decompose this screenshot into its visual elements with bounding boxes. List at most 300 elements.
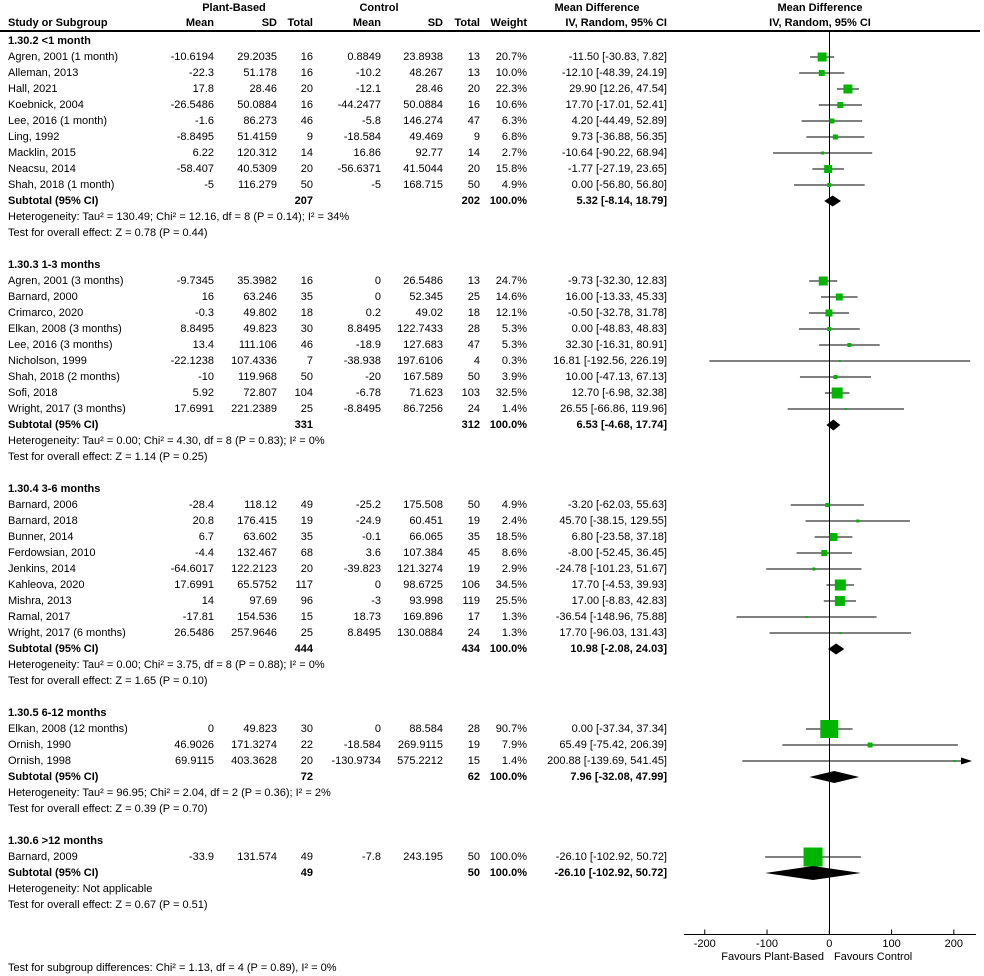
md-ci-text: -3.20 [-62.03, 55.63] [567,499,667,511]
control-total: 14 [467,147,480,159]
pb-total: 14 [300,147,313,159]
control-total: 19 [467,739,480,751]
section-header-row [0,481,984,497]
subtotal-row [0,769,984,785]
study-row [0,577,984,593]
study-weight: 10.0% [495,67,527,79]
study-weight: 4.9% [501,179,527,191]
md-ci-text: -10.64 [-90.22, 68.94] [561,147,667,159]
pb-total: 20 [300,83,313,95]
pb-total: 16 [300,99,313,111]
control-sd: 23.8938 [403,51,443,63]
control-mean: -18.584 [343,739,381,751]
study-row [0,113,984,129]
pb-total: 35 [300,531,313,543]
heterogeneity-text: Heterogeneity: Tau² = 130.49; Chi² = 12.16, df = 8 (P = 0.14); I² = 34% [8,211,350,223]
study-row [0,385,984,401]
study-label: Barnard, 2018 [8,515,78,527]
control-sd: 243.195 [403,851,443,863]
pb-sd: 63.602 [243,531,277,543]
md-ci-text: -24.78 [-101.23, 51.67] [555,563,667,575]
control-total: 13 [467,67,480,79]
control-total: 19 [467,515,480,527]
subtotal-weight: 100.0% [489,771,527,783]
heterogeneity-row [0,657,984,673]
subtotal-pb-total: 72 [300,771,313,783]
study-row [0,129,984,145]
pb-sd: 119.968 [238,371,277,383]
pb-mean: 8.8495 [180,323,214,335]
study-row [0,545,984,561]
study-label: Agren, 2001 (1 month) [8,51,119,63]
study-label: Neacsu, 2014 [8,163,76,175]
md-ci-text: -0.50 [-32.78, 31.78] [567,307,667,319]
md-plot-column-title: Mean Difference [777,2,863,14]
subtotal-control-total: 202 [461,195,480,207]
control-total: 4 [473,355,480,367]
pb-mean: -22.1238 [170,355,214,367]
study-weight: 5.3% [501,339,527,351]
control-total: 47 [467,339,480,351]
control-mean: 0 [374,291,381,303]
md-ci-text: 9.73 [-36.88, 56.35] [571,131,667,143]
study-weight: 10.6% [495,99,527,111]
md-ci-text: -36.54 [-148.96, 75.88] [555,611,667,623]
subtotal-row [0,417,984,433]
pb-mean: 17.6991 [174,579,214,591]
study-weight: 1.4% [501,403,527,415]
section-title: 1.30.2 <1 month [8,35,91,47]
pb-mean: -8.8495 [176,131,214,143]
study-weight: 6.3% [501,115,527,127]
study-weight: 90.7% [495,723,527,735]
pb-total: 117 [295,579,313,591]
control-mean: -10.2 [355,67,381,79]
study-row [0,353,984,369]
control-total: 50 [467,499,480,511]
pb-sd: 111.106 [238,339,277,351]
study-label: Nicholson, 1999 [8,355,87,367]
subtotal-pb-total: 49 [300,867,313,879]
control-sd: 50.0884 [403,99,443,111]
study-label: Wright, 2017 (3 months) [8,403,126,415]
pb-total: 30 [300,723,313,735]
md-ci-text: 17.70 [-96.03, 131.43] [559,627,667,639]
md-plot-column-subheader: IV, Random, 95% CI [769,17,871,29]
overall-effect-row [0,801,984,817]
study-label: Kahleova, 2020 [8,579,85,591]
study-label: Mishra, 2013 [8,595,72,607]
control-mean: -7.8 [362,851,381,863]
control-sd: 26.5486 [403,275,443,287]
pb-sd: 131.574 [237,851,277,863]
control-mean: -20 [365,371,381,383]
control-mean: -25.2 [355,499,381,511]
control-total: 20 [467,163,480,175]
study-weight: 3.9% [501,371,527,383]
control-mean: -39.823 [343,563,381,575]
subtotal-ci-text: -26.10 [-102.92, 50.72] [554,867,667,879]
study-weight: 5.3% [501,323,527,335]
pb-mean: 16 [201,291,214,303]
control-mean: -3 [371,595,381,607]
subtotal-pb-total: 331 [294,419,313,431]
pb-mean: 6.7 [198,531,214,543]
pb-mean: 17.6991 [174,403,214,415]
heterogeneity-row [0,881,984,897]
pb-sd: 51.178 [243,67,277,79]
study-label: Lee, 2016 (1 month) [8,115,108,127]
overall-effect-text: Test for overall effect: Z = 0.78 (P = 0.44) [8,227,208,239]
control-mean: 3.6 [365,547,381,559]
pb-total: 46 [300,115,313,127]
subtotal-ci-text: 6.53 [-4.68, 17.74] [576,419,667,431]
overall-effect-text: Test for overall effect: Z = 0.67 (P = 0.51) [8,899,208,911]
control-total: 106 [461,579,480,591]
control-mean-column-header: Mean [352,17,381,29]
pb-mean: -10.6194 [170,51,214,63]
md-ci-text: 0.00 [-48.83, 48.83] [571,323,667,335]
pb-total: 25 [300,403,313,415]
subtotal-weight: 100.0% [489,867,527,879]
control-total: 25 [467,291,480,303]
pb-sd: 49.823 [243,323,277,335]
control-total: 103 [461,387,480,399]
axis-tick-label: -200 [693,938,716,950]
overall-effect-row [0,225,984,241]
control-total: 19 [467,563,480,575]
pb-sd: 118.12 [244,499,277,511]
control-total: 24 [467,627,480,639]
heterogeneity-row [0,433,984,449]
control-mean: -0.1 [362,531,381,543]
study-label: Sofi, 2018 [8,387,58,399]
pb-sd: 122.2123 [231,563,277,575]
study-weight: 18.5% [495,531,527,543]
control-total: 24 [467,403,480,415]
study-weight: 1.4% [501,755,527,767]
md-ci-text: 32.30 [-16.31, 80.91] [565,339,667,351]
pb-total: 49 [300,499,313,511]
md-ci-text: 29.90 [12.26, 47.54] [569,83,667,95]
section-header-row [0,257,984,273]
md-ci-text: 4.20 [-44.49, 52.89] [571,115,667,127]
control-mean: 0.2 [365,307,381,319]
control-sd: 71.623 [409,387,443,399]
md-ci-text: -26.10 [-102.92, 50.72] [555,851,667,863]
pb-total: 25 [300,627,313,639]
control-mean: -12.1 [355,83,381,95]
section-title: 1.30.6 >12 months [8,835,104,847]
pb-mean: -0.3 [195,307,214,319]
study-weight: 2.7% [501,147,527,159]
section-header-row [0,33,984,49]
control-mean: 8.8495 [347,323,381,335]
pb-sd-column-header: SD [261,17,277,29]
control-sd: 167.589 [403,371,443,383]
pb-mean: -10 [198,371,214,383]
md-ci-text: 6.80 [-23.58, 37.18] [571,531,667,543]
pb-total: 7 [306,355,313,367]
study-label: Ferdowsian, 2010 [8,547,96,559]
pb-total: 50 [300,179,313,191]
subtotal-label: Subtotal (95% CI) [8,643,99,655]
study-weight: 1.3% [501,627,527,639]
pb-mean: -58.407 [176,163,214,175]
study-weight: 8.6% [501,547,527,559]
md-ci-text: 16.81 [-192.56, 226.19] [553,355,667,367]
control-mean: -130.9734 [331,755,381,767]
control-sd: 169.896 [403,611,443,623]
favours-left-label: Favours Plant-Based [721,951,824,963]
study-row [0,337,984,353]
control-mean: -8.8495 [343,403,381,415]
plant-based-group-header: Plant-Based [202,2,266,14]
md-ci-text: -1.77 [-27.19, 23.65] [567,163,667,175]
pb-mean: -4.4 [195,547,214,559]
subtotal-row [0,641,984,657]
control-sd: 28.46 [415,83,443,95]
pb-mean: 13.4 [192,339,214,351]
study-row [0,65,984,81]
study-row [0,369,984,385]
heterogeneity-row [0,209,984,225]
control-sd: 107.384 [403,547,443,559]
study-row [0,625,984,641]
pb-total: 35 [300,291,313,303]
control-mean: -6.78 [355,387,381,399]
study-label: Elkan, 2008 (12 months) [8,723,128,735]
md-ci-text: 12.70 [-6.98, 32.38] [571,387,667,399]
study-label: Bunner, 2014 [8,531,74,543]
study-weight: 15.8% [495,163,527,175]
pb-mean: -22.3 [188,67,214,79]
control-total: 9 [473,131,480,143]
control-sd: 48.267 [409,67,443,79]
study-label: Hall, 2021 [8,83,58,95]
control-total: 50 [467,179,480,191]
study-label: Shah, 2018 (1 month) [8,179,115,191]
md-ci-text: 0.00 [-37.34, 37.34] [571,723,667,735]
section-title: 1.30.3 1-3 months [8,259,101,271]
study-weight: 1.3% [501,611,527,623]
study-row [0,721,984,737]
subtotal-label: Subtotal (95% CI) [8,771,99,783]
pb-sd: 257.9646 [231,627,277,639]
control-sd: 66.065 [409,531,443,543]
md-ci-text: 26.55 [-66.86, 119.96] [560,403,667,415]
control-sd: 121.3274 [397,563,443,575]
overall-effect-text: Test for overall effect: Z = 0.39 (P = 0.70) [8,803,208,815]
heterogeneity-row [0,785,984,801]
control-mean: 0 [374,723,381,735]
subgroup-test-note: Test for subgroup differences: Chi² = 1.13, df = 4 (P = 0.89), I² = 0% [8,962,337,974]
study-weight: 7.9% [501,739,527,751]
md-ci-text: 200.88 [-139.69, 541.45] [547,755,667,767]
md-ci-text: -12.10 [-48.39, 24.19] [561,67,667,79]
study-row [0,49,984,65]
header-divider [0,30,980,32]
control-sd: 98.6725 [403,579,443,591]
control-sd: 60.451 [409,515,443,527]
study-row [0,321,984,337]
pb-mean: 20.8 [192,515,214,527]
pb-mean: -26.5486 [170,99,214,111]
heterogeneity-text: Heterogeneity: Not applicable [8,883,153,895]
axis-tick-label: 200 [944,938,964,950]
study-row [0,161,984,177]
pb-total: 19 [300,515,313,527]
section-header-row [0,705,984,721]
pb-sd: 86.273 [243,115,277,127]
pb-sd: 116.279 [238,179,277,191]
pb-sd: 120.312 [237,147,277,159]
md-ci-text: -8.00 [-52.45, 36.45] [567,547,667,559]
overall-effect-row [0,897,984,913]
pb-total: 96 [300,595,313,607]
md-ci-text: 17.70 [-17.01, 52.41] [565,99,667,111]
control-sd: 127.683 [403,339,443,351]
pb-total: 18 [300,307,313,319]
header-row-columns [0,16,984,31]
subtotal-label: Subtotal (95% CI) [8,195,99,207]
pb-mean-column-header: Mean [185,17,214,29]
control-sd: 93.998 [409,595,443,607]
pb-total: 46 [300,339,313,351]
control-total: 45 [467,547,480,559]
axis-tick-label: 100 [882,938,901,950]
pb-sd: 29.2035 [237,51,277,63]
subtotal-control-total: 50 [467,867,480,879]
study-column-header: Study or Subgroup [8,17,108,29]
control-total: 17 [467,611,480,623]
study-label: Jenkins, 2014 [8,563,76,575]
subtotal-label: Subtotal (95% CI) [8,867,99,879]
study-weight: 2.4% [501,515,527,527]
pb-sd: 49.823 [243,723,277,735]
study-label: Ramal, 2017 [8,611,71,623]
pb-mean: 0 [207,723,214,735]
pb-mean: -17.81 [182,611,214,623]
control-sd: 49.02 [415,307,443,319]
study-weight: 100.0% [489,851,527,863]
subtotal-weight: 100.0% [489,643,527,655]
control-total: 28 [467,723,480,735]
study-weight: 12.1% [495,307,527,319]
study-label: Ling, 1992 [8,131,60,143]
control-total: 50 [467,371,480,383]
study-label: Macklin, 2015 [8,147,76,159]
heterogeneity-text: Heterogeneity: Tau² = 0.00; Chi² = 3.75, df = 8 (P = 0.88); I² = 0% [8,659,325,671]
pb-total: 68 [300,547,313,559]
pb-total: 22 [300,739,313,751]
pb-total: 50 [300,371,313,383]
pb-mean: -33.9 [188,851,214,863]
pb-total: 16 [300,67,313,79]
study-row [0,609,984,625]
control-mean: -56.6371 [337,163,381,175]
heterogeneity-text: Heterogeneity: Tau² = 0.00; Chi² = 4.30, df = 8 (P = 0.83); I² = 0% [8,435,325,447]
control-mean: -44.2477 [337,99,381,111]
control-mean: -18.584 [343,131,381,143]
md-ci-text: 45.70 [-38.15, 129.55] [559,515,667,527]
subtotal-ci-text: 7.96 [-32.08, 47.99] [570,771,667,783]
control-sd: 175.508 [403,499,443,511]
control-total: 50 [467,851,480,863]
pb-total: 30 [300,323,313,335]
pb-mean: 26.5486 [174,627,214,639]
study-row [0,401,984,417]
pb-total: 15 [300,611,313,623]
control-total-column-header: Total [454,17,480,29]
pb-mean: 46.9026 [174,739,214,751]
pb-mean: 69.9115 [175,755,214,767]
control-total: 28 [467,323,480,335]
study-row [0,529,984,545]
study-row [0,561,984,577]
control-total: 13 [467,51,480,63]
study-label: Elkan, 2008 (3 months) [8,323,122,335]
study-weight: 6.8% [501,131,527,143]
heterogeneity-text: Heterogeneity: Tau² = 96.95; Chi² = 2.04, df = 2 (P = 0.36); I² = 2% [8,787,331,799]
study-row [0,513,984,529]
study-label: Koebnick, 2004 [8,99,84,111]
pb-total: 104 [294,387,313,399]
study-row [0,177,984,193]
control-mean: -5 [371,179,381,191]
subtotal-control-total: 312 [461,419,480,431]
pb-sd: 65.5752 [237,579,277,591]
pb-sd: 35.3982 [237,275,277,287]
study-weight: 4.9% [501,499,527,511]
study-weight: 34.5% [495,579,527,591]
pb-total: 16 [300,51,313,63]
study-label: Crimarco, 2020 [8,307,84,319]
control-total: 16 [467,99,480,111]
control-total: 35 [467,531,480,543]
study-label: Ornish, 1990 [8,739,71,751]
study-weight: 0.3% [501,355,527,367]
control-total: 119 [462,595,480,607]
subtotal-control-total: 434 [461,643,480,655]
control-sd: 168.715 [403,179,443,191]
study-weight: 22.3% [495,83,527,95]
control-mean: 0.8849 [347,51,381,63]
md-ci-text: 0.00 [-56.80, 56.80] [571,179,667,191]
subtotal-weight: 100.0% [489,195,527,207]
study-weight: 24.7% [495,275,527,287]
pb-total: 9 [306,131,313,143]
study-label: Barnard, 2006 [8,499,78,511]
pb-sd: 40.5309 [237,163,277,175]
control-group-header: Control [359,2,399,14]
axis-tick-label: 0 [826,938,833,950]
header-row-groups [0,1,984,16]
study-label: Alleman, 2013 [8,67,79,79]
study-weight: 20.7% [495,51,527,63]
md-ci-text: 65.49 [-75.42, 206.39] [559,739,667,751]
study-row [0,593,984,609]
control-mean: 16.86 [353,147,381,159]
pb-total: 49 [300,851,313,863]
study-row [0,497,984,513]
md-ci-text: 16.00 [-13.33, 45.33] [565,291,667,303]
subtotal-ci-text: 10.98 [-2.08, 24.03] [570,643,667,655]
study-weight: 32.5% [495,387,527,399]
study-label: Barnard, 2009 [8,851,78,863]
overall-effect-row [0,449,984,465]
control-total: 13 [467,275,480,287]
